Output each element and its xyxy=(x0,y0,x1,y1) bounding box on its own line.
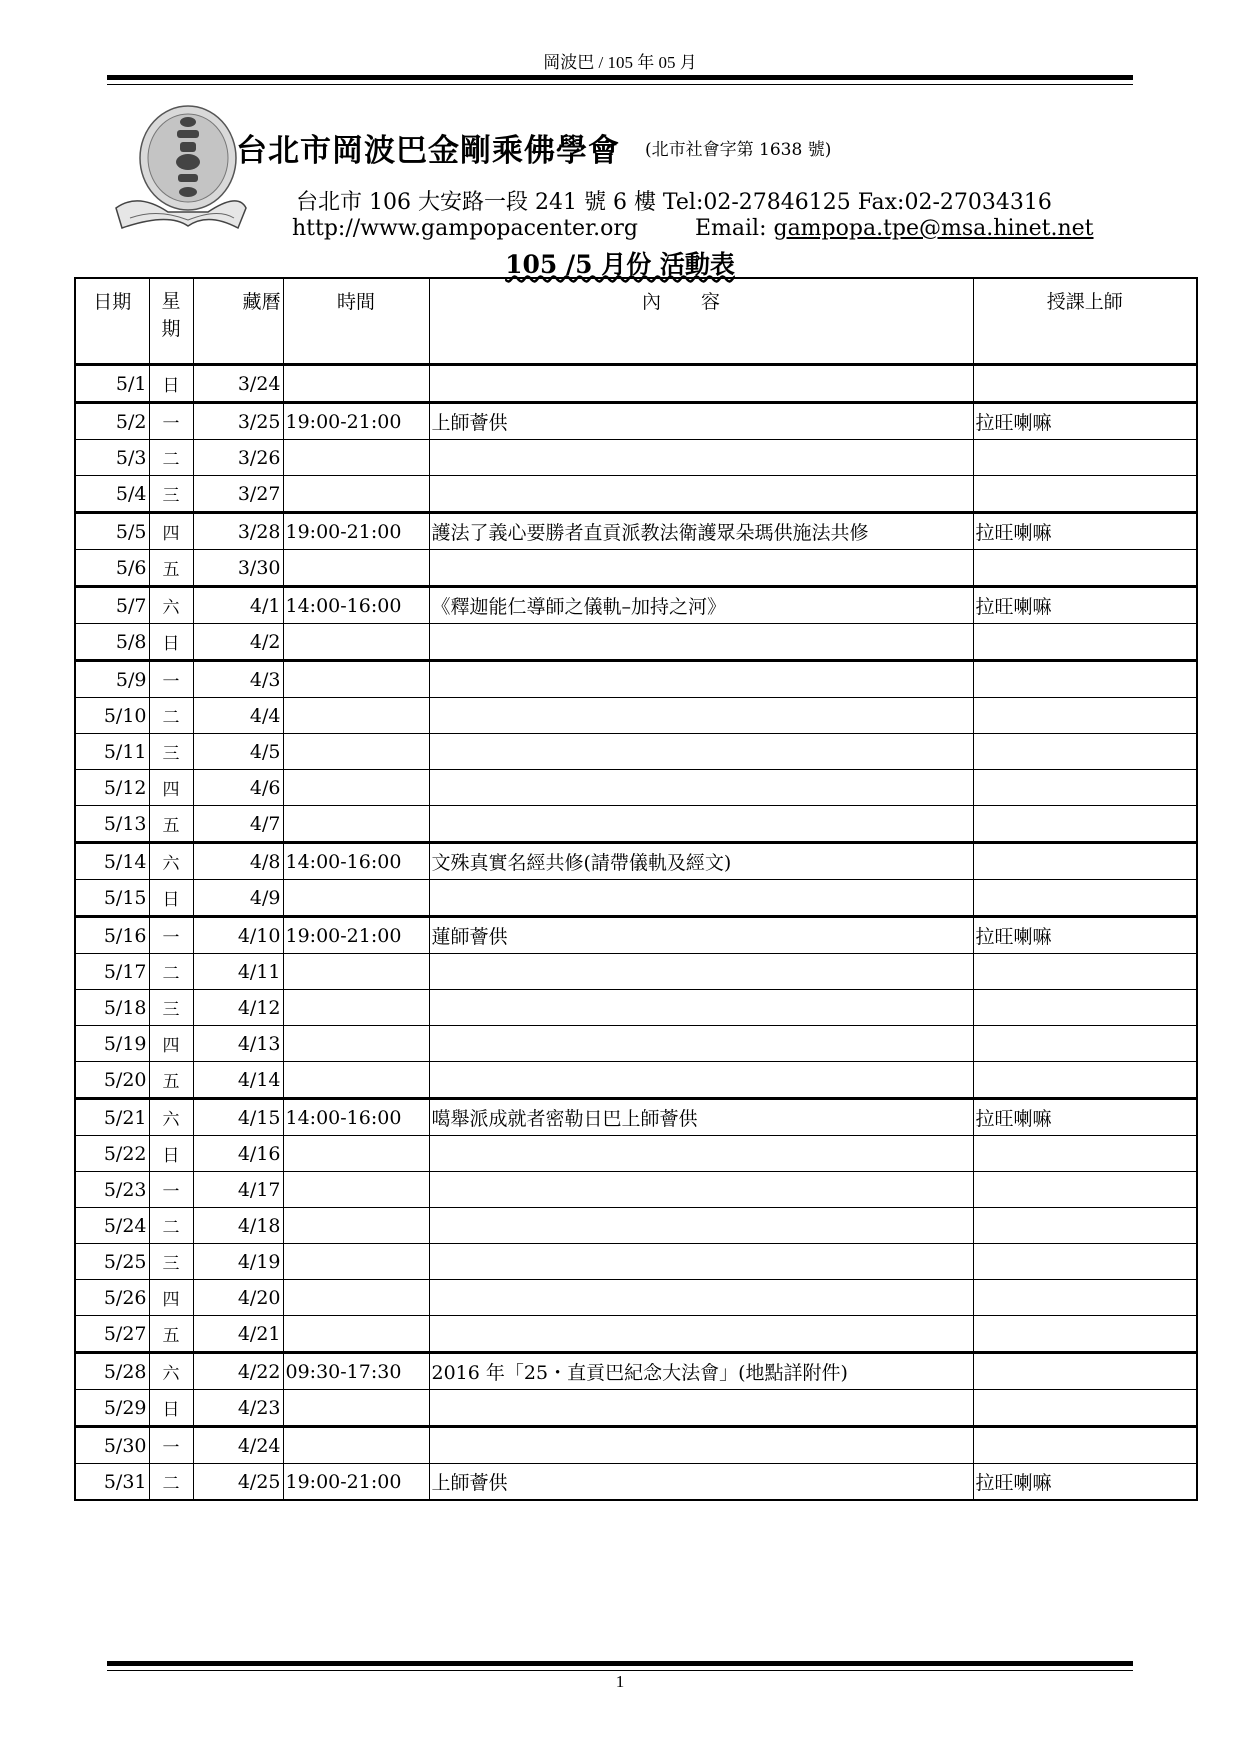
cell-date: 5/16 xyxy=(75,917,149,954)
cell-weekday: 三 xyxy=(149,1244,193,1280)
cell-weekday: 六 xyxy=(149,587,193,624)
cell-time xyxy=(283,1026,429,1062)
cell-content xyxy=(429,1316,973,1353)
cell-time xyxy=(283,550,429,587)
table-body xyxy=(75,365,1197,1501)
cell-content xyxy=(429,1390,973,1427)
cell-weekday: 三 xyxy=(149,734,193,770)
header-weekday-2: 期 xyxy=(161,318,181,340)
cell-date: 5/2 xyxy=(75,403,149,440)
cell-content xyxy=(429,954,973,990)
cell-teacher: 拉旺喇嘛 xyxy=(973,513,1197,550)
cell-date: 5/18 xyxy=(75,990,149,1026)
cell-date: 5/4 xyxy=(75,476,149,513)
cell-weekday: 日 xyxy=(149,624,193,661)
header-time: 時間 xyxy=(283,278,429,365)
cell-teacher: 拉旺喇嘛 xyxy=(973,403,1197,440)
cell-teacher xyxy=(973,770,1197,806)
cell-date: 5/28 xyxy=(75,1353,149,1390)
cell-tibetan-date: 4/13 xyxy=(193,1026,283,1062)
cell-content xyxy=(429,1062,973,1099)
org-registration: (北市社會字第 1638 號) xyxy=(645,140,832,160)
cell-teacher: 拉旺喇嘛 xyxy=(973,1464,1197,1501)
cell-time xyxy=(283,1244,429,1280)
cell-weekday: 五 xyxy=(149,1316,193,1353)
cell-teacher xyxy=(973,661,1197,698)
cell-teacher xyxy=(973,1390,1197,1427)
cell-content xyxy=(429,698,973,734)
cell-date: 5/19 xyxy=(75,1026,149,1062)
cell-content: 噶舉派成就者密勒日巴上師薈供 xyxy=(429,1099,973,1136)
cell-weekday: 四 xyxy=(149,513,193,550)
table-row xyxy=(75,917,1197,954)
cell-date: 5/5 xyxy=(75,513,149,550)
cell-time xyxy=(283,698,429,734)
cell-date: 5/20 xyxy=(75,1062,149,1099)
cell-content xyxy=(429,550,973,587)
cell-time xyxy=(283,954,429,990)
cell-weekday: 二 xyxy=(149,440,193,476)
header-weekday-1: 星 xyxy=(161,290,181,312)
cell-weekday: 一 xyxy=(149,403,193,440)
cell-time: 14:00-16:00 xyxy=(283,1099,429,1136)
activity-schedule-table xyxy=(74,277,1198,1501)
cell-time xyxy=(283,1172,429,1208)
table-row xyxy=(75,734,1197,770)
cell-date: 5/3 xyxy=(75,440,149,476)
cell-time: 19:00-21:00 xyxy=(283,917,429,954)
cell-weekday: 五 xyxy=(149,1062,193,1099)
cell-tibetan-date: 4/10 xyxy=(193,917,283,954)
table-row xyxy=(75,440,1197,476)
header-content: 內容 xyxy=(429,278,973,365)
cell-date: 5/10 xyxy=(75,698,149,734)
cell-time xyxy=(283,1427,429,1464)
cell-teacher xyxy=(973,880,1197,917)
table-row xyxy=(75,1464,1197,1501)
cell-teacher xyxy=(973,624,1197,661)
footer-rule xyxy=(107,1661,1133,1666)
cell-content xyxy=(429,624,973,661)
cell-teacher xyxy=(973,1026,1197,1062)
cell-content xyxy=(429,1427,973,1464)
cell-weekday: 四 xyxy=(149,1026,193,1062)
cell-time xyxy=(283,880,429,917)
cell-weekday: 四 xyxy=(149,770,193,806)
cell-teacher xyxy=(973,1208,1197,1244)
cell-teacher: 拉旺喇嘛 xyxy=(973,587,1197,624)
document-title xyxy=(0,245,1240,281)
cell-date: 5/22 xyxy=(75,1136,149,1172)
cell-date: 5/27 xyxy=(75,1316,149,1353)
cell-content xyxy=(429,806,973,843)
header-rule-thin xyxy=(107,84,1133,85)
email-label: Email: xyxy=(694,216,767,241)
cell-weekday: 五 xyxy=(149,550,193,587)
email-link[interactable]: gampopa.tpe@msa.hinet.net xyxy=(773,216,1094,241)
cell-tibetan-date: 4/6 xyxy=(193,770,283,806)
cell-weekday: 一 xyxy=(149,1172,193,1208)
cell-date: 5/25 xyxy=(75,1244,149,1280)
cell-time xyxy=(283,661,429,698)
cell-content: 上師薈供 xyxy=(429,1464,973,1501)
org-address: 台北市 106 大安路一段 241 號 6 樓 Tel:02-27846125 Fax:02-27034316 xyxy=(296,190,1052,215)
cell-teacher xyxy=(973,1427,1197,1464)
cell-tibetan-date: 4/7 xyxy=(193,806,283,843)
cell-content: 2016 年「25・直貢巴紀念大法會」(地點詳附件) xyxy=(429,1353,973,1390)
table-row xyxy=(75,880,1197,917)
cell-time xyxy=(283,365,429,403)
cell-date: 5/8 xyxy=(75,624,149,661)
org-contact xyxy=(292,216,1094,241)
cell-content xyxy=(429,440,973,476)
cell-teacher xyxy=(973,1136,1197,1172)
footer-rule-thin xyxy=(107,1670,1133,1671)
cell-tibetan-date: 4/16 xyxy=(193,1136,283,1172)
document-title-text: 105 /5 月份 活動表 xyxy=(505,250,735,279)
cell-weekday: 一 xyxy=(149,661,193,698)
cell-time xyxy=(283,1280,429,1316)
table-row xyxy=(75,1353,1197,1390)
cell-tibetan-date: 4/14 xyxy=(193,1062,283,1099)
cell-content xyxy=(429,1244,973,1280)
cell-weekday: 一 xyxy=(149,1427,193,1464)
header-weekday xyxy=(149,278,193,365)
cell-time: 19:00-21:00 xyxy=(283,1464,429,1501)
cell-time xyxy=(283,476,429,513)
cell-tibetan-date: 3/28 xyxy=(193,513,283,550)
cell-time xyxy=(283,440,429,476)
cell-content xyxy=(429,1136,973,1172)
cell-teacher xyxy=(973,1316,1197,1353)
cell-time xyxy=(283,1208,429,1244)
cell-time xyxy=(283,806,429,843)
cell-weekday: 二 xyxy=(149,1208,193,1244)
cell-tibetan-date: 4/25 xyxy=(193,1464,283,1501)
table-row xyxy=(75,365,1197,403)
cell-time: 19:00-21:00 xyxy=(283,403,429,440)
cell-weekday: 日 xyxy=(149,880,193,917)
table-row xyxy=(75,1099,1197,1136)
cell-teacher xyxy=(973,476,1197,513)
cell-tibetan-date: 4/24 xyxy=(193,1427,283,1464)
cell-content: 蓮師薈供 xyxy=(429,917,973,954)
cell-tibetan-date: 3/26 xyxy=(193,440,283,476)
table-row xyxy=(75,843,1197,880)
cell-tibetan-date: 4/23 xyxy=(193,1390,283,1427)
cell-tibetan-date: 4/9 xyxy=(193,880,283,917)
cell-content xyxy=(429,734,973,770)
table-row xyxy=(75,624,1197,661)
cell-date: 5/24 xyxy=(75,1208,149,1244)
org-website[interactable]: http://www.gampopacenter.org xyxy=(292,216,638,241)
cell-teacher xyxy=(973,990,1197,1026)
cell-tibetan-date: 4/19 xyxy=(193,1244,283,1280)
cell-teacher xyxy=(973,954,1197,990)
cell-time xyxy=(283,734,429,770)
cell-content xyxy=(429,1026,973,1062)
cell-date: 5/30 xyxy=(75,1427,149,1464)
cell-tibetan-date: 4/4 xyxy=(193,698,283,734)
cell-tibetan-date: 4/22 xyxy=(193,1353,283,1390)
table-row xyxy=(75,1316,1197,1353)
cell-tibetan-date: 4/12 xyxy=(193,990,283,1026)
cell-time xyxy=(283,770,429,806)
table-row xyxy=(75,1136,1197,1172)
table-row xyxy=(75,476,1197,513)
cell-teacher xyxy=(973,440,1197,476)
cell-content xyxy=(429,365,973,403)
table-row xyxy=(75,513,1197,550)
cell-teacher: 拉旺喇嘛 xyxy=(973,917,1197,954)
table-row xyxy=(75,698,1197,734)
cell-time xyxy=(283,990,429,1026)
cell-time xyxy=(283,624,429,661)
cell-date: 5/6 xyxy=(75,550,149,587)
cell-time xyxy=(283,1136,429,1172)
cell-teacher xyxy=(973,1244,1197,1280)
cell-weekday: 三 xyxy=(149,476,193,513)
cell-teacher xyxy=(973,698,1197,734)
cell-date: 5/31 xyxy=(75,1464,149,1501)
cell-tibetan-date: 4/18 xyxy=(193,1208,283,1244)
cell-time: 19:00-21:00 xyxy=(283,513,429,550)
cell-tibetan-date: 3/25 xyxy=(193,403,283,440)
cell-content: 護法了義心要勝者直貢派教法衛護眾朵瑪供施法共修 xyxy=(429,513,973,550)
cell-weekday: 六 xyxy=(149,843,193,880)
cell-time xyxy=(283,1316,429,1353)
cell-content xyxy=(429,661,973,698)
table-row xyxy=(75,1062,1197,1099)
cell-date: 5/7 xyxy=(75,587,149,624)
cell-content xyxy=(429,1172,973,1208)
org-name: 台北市岡波巴金剛乘佛學會 xyxy=(236,133,620,169)
table-header-row xyxy=(75,278,1197,365)
cell-content: 上師薈供 xyxy=(429,403,973,440)
cell-time: 14:00-16:00 xyxy=(283,843,429,880)
page-number: 1 xyxy=(615,1672,625,1691)
cell-content xyxy=(429,880,973,917)
cell-content xyxy=(429,476,973,513)
cell-content xyxy=(429,990,973,1026)
table-row xyxy=(75,661,1197,698)
cell-teacher xyxy=(973,365,1197,403)
cell-content: 文殊真實名經共修(請帶儀軌及經文) xyxy=(429,843,973,880)
cell-weekday: 二 xyxy=(149,1464,193,1501)
cell-teacher: 拉旺喇嘛 xyxy=(973,1099,1197,1136)
cell-teacher xyxy=(973,1172,1197,1208)
cell-weekday: 一 xyxy=(149,917,193,954)
cell-weekday: 三 xyxy=(149,990,193,1026)
table-row xyxy=(75,954,1197,990)
cell-date: 5/1 xyxy=(75,365,149,403)
cell-tibetan-date: 4/5 xyxy=(193,734,283,770)
cell-time: 09:30-17:30 xyxy=(283,1353,429,1390)
cell-content xyxy=(429,1208,973,1244)
table-row xyxy=(75,990,1197,1026)
table-row xyxy=(75,587,1197,624)
cell-time xyxy=(283,1062,429,1099)
table-row xyxy=(75,770,1197,806)
cell-weekday: 二 xyxy=(149,698,193,734)
table-row xyxy=(75,1026,1197,1062)
cell-date: 5/9 xyxy=(75,661,149,698)
table-row xyxy=(75,1244,1197,1280)
cell-tibetan-date: 4/15 xyxy=(193,1099,283,1136)
table-row xyxy=(75,1390,1197,1427)
table-row xyxy=(75,403,1197,440)
cell-tibetan-date: 4/1 xyxy=(193,587,283,624)
cell-weekday: 五 xyxy=(149,806,193,843)
cell-date: 5/14 xyxy=(75,843,149,880)
table-row xyxy=(75,806,1197,843)
cell-teacher xyxy=(973,843,1197,880)
cell-tibetan-date: 4/20 xyxy=(193,1280,283,1316)
header-tibetan-date: 藏曆 xyxy=(193,278,283,365)
cell-weekday: 二 xyxy=(149,954,193,990)
cell-date: 5/23 xyxy=(75,1172,149,1208)
cell-tibetan-date: 4/8 xyxy=(193,843,283,880)
cell-date: 5/21 xyxy=(75,1099,149,1136)
cell-tibetan-date: 4/2 xyxy=(193,624,283,661)
cell-tibetan-date: 4/11 xyxy=(193,954,283,990)
cell-tibetan-date: 4/17 xyxy=(193,1172,283,1208)
table-row xyxy=(75,1208,1197,1244)
cell-content xyxy=(429,770,973,806)
cell-teacher xyxy=(973,1062,1197,1099)
header-date: 日期 xyxy=(75,278,149,365)
cell-teacher xyxy=(973,806,1197,843)
cell-teacher xyxy=(973,1353,1197,1390)
cell-tibetan-date: 3/24 xyxy=(193,365,283,403)
cell-date: 5/17 xyxy=(75,954,149,990)
cell-tibetan-date: 4/3 xyxy=(193,661,283,698)
cell-teacher xyxy=(973,734,1197,770)
cell-content: 《釋迦能仁導師之儀軌–加持之河》 xyxy=(429,587,973,624)
cell-weekday: 日 xyxy=(149,365,193,403)
cell-date: 5/11 xyxy=(75,734,149,770)
cell-tibetan-date: 3/27 xyxy=(193,476,283,513)
table-row xyxy=(75,1427,1197,1464)
cell-date: 5/13 xyxy=(75,806,149,843)
cell-date: 5/15 xyxy=(75,880,149,917)
cell-weekday: 六 xyxy=(149,1353,193,1390)
cell-date: 5/26 xyxy=(75,1280,149,1316)
running-header: 岡波巴 / 105 年 05 月 xyxy=(543,53,697,72)
header-rule xyxy=(107,75,1133,80)
cell-date: 5/29 xyxy=(75,1390,149,1427)
cell-time xyxy=(283,1390,429,1427)
cell-weekday: 日 xyxy=(149,1136,193,1172)
cell-date: 5/12 xyxy=(75,770,149,806)
cell-time: 14:00-16:00 xyxy=(283,587,429,624)
cell-weekday: 四 xyxy=(149,1280,193,1316)
org-logo xyxy=(108,100,248,235)
table-row xyxy=(75,1280,1197,1316)
cell-weekday: 六 xyxy=(149,1099,193,1136)
cell-content xyxy=(429,1280,973,1316)
cell-teacher xyxy=(973,550,1197,587)
cell-teacher xyxy=(973,1280,1197,1316)
cell-tibetan-date: 3/30 xyxy=(193,550,283,587)
table-row xyxy=(75,1172,1197,1208)
cell-tibetan-date: 4/21 xyxy=(193,1316,283,1353)
header-teacher: 授課上師 xyxy=(973,278,1197,365)
cell-weekday: 日 xyxy=(149,1390,193,1427)
table-row xyxy=(75,550,1197,587)
